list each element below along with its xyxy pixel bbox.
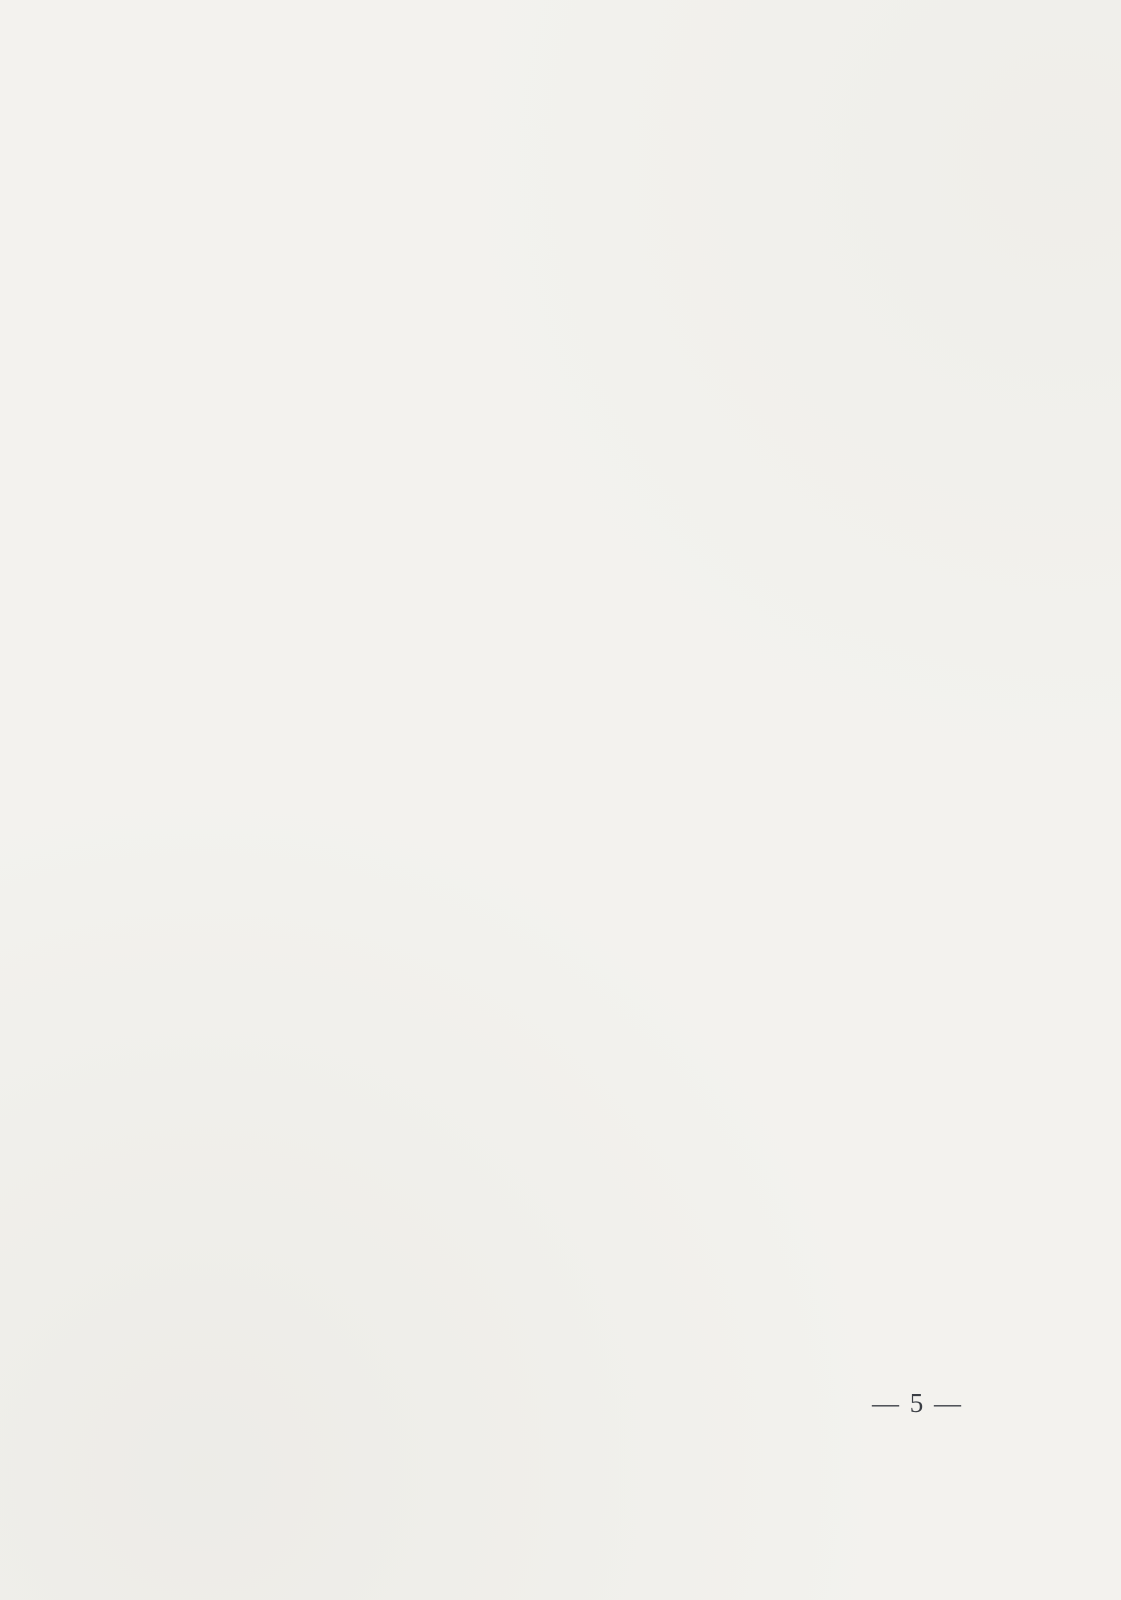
page-number: — 5 — [872,1388,963,1418]
